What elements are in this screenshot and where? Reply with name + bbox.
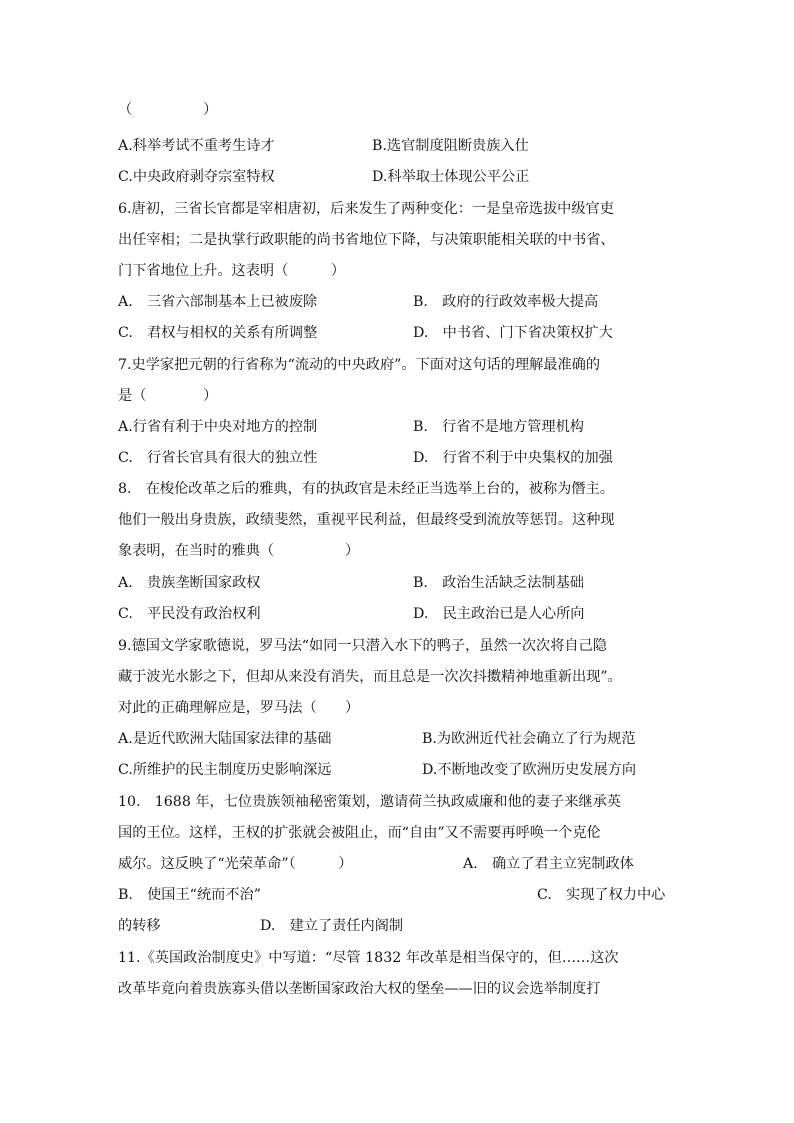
q10-option-d: D. 建立了责任内阁制 (260, 918, 404, 934)
q7-option-d: D. 行省不利于中央集权的加强 (413, 450, 613, 466)
q6-option-c: C. 君权与相权的关系有所调整 (118, 325, 318, 341)
q9-option-c: C.所维护的民主制度历史影响深远 (118, 762, 332, 778)
q8-stem-line2: 他们一般出身贵族，政绩斐然，重视平民利益，但最终受到流放等惩罚。这种现 (118, 512, 615, 528)
q8-option-b: B. 政治生活缺乏法制基础 (413, 575, 584, 591)
q10-option-c: C. 实现了权力中心 (537, 887, 666, 903)
q11-stem-line1: 11.《英国政治制度史》中写道：“尽管 1832 年改革是相当保守的，但……这次 (118, 950, 619, 966)
q6-option-d: D. 中书省、门下省决策权扩大 (413, 325, 613, 341)
answer-bracket: （ ） (118, 102, 218, 118)
q7-stem-line2: 是（ ） (118, 388, 218, 404)
q10-option-b: B. 使国王“统而不治” (118, 887, 261, 903)
q9-option-d: D.不断地改变了欧洲历史发展方向 (422, 762, 637, 778)
q11-stem-line2: 改革毕竟向着贵族寡头借以垄断国家政治大权的堡垒——旧的议会选举制度打 (118, 981, 601, 997)
q9-option-b: B.为欧洲近代社会确立了行为规范 (422, 731, 636, 747)
q8-stem-line1: 8. 在梭伦改革之后的雅典，有的执政官是未经正当选举上台的，被称为僭主。 (118, 481, 614, 497)
q10-stem-line1: 10. 1688 年，七位贵族领袖秘密策划，邀请荷兰执政威廉和他的妻子来继承英 (118, 794, 621, 810)
q7-stem-line1: 7.史学家把元朝的行省称为“流动的中央政府”。下面对这句话的理解最准确的 (118, 357, 601, 373)
q6-stem-line2: 出任宰相；二是执掌行政职能的尚书省地位下降，与决策职能相关联的中书省、 (118, 232, 615, 248)
q10-option-a: A. 确立了君主立宪制政体 (463, 856, 634, 872)
q7-option-a: A.行省有利于中央对地方的控制 (118, 419, 318, 435)
q7-option-c: C. 行省长官具有很大的独立性 (118, 450, 318, 466)
q9-stem-line1: 9.德国文学家歌德说，罗马法“如同一只潜入水下的鸭子，虽然一次次将自己隐 (118, 638, 607, 654)
q5-option-a: A.科举考试不重考生诗才 (118, 138, 275, 154)
q6-option-b: B. 政府的行政效率极大提高 (413, 294, 599, 310)
q9-option-a: A.是近代欧洲大陆国家法律的基础 (118, 731, 332, 747)
q5-option-d: D.科举取士体现公平公正 (372, 169, 530, 185)
q10-option-c-continued: 的转移 (118, 918, 161, 934)
q8-option-d: D. 民主政治已是人心所向 (413, 606, 585, 622)
q7-option-b: B. 行省不是地方管理机构 (413, 419, 584, 435)
q6-stem-line1: 6.唐初，三省长官都是宰相唐初，后来发生了两种变化：一是皇帝选拔中级官吏 (118, 201, 614, 217)
q6-stem-line3: 门下省地位上升。这表明（ ） (118, 263, 346, 279)
q9-stem-line3: 对此的正确理解应是，罗马法（ ） (118, 700, 360, 716)
q5-option-b: B.选官制度阻断贵族入仕 (372, 138, 529, 154)
q6-option-a: A. 三省六部制基本上已被废除 (118, 294, 318, 310)
q8-option-c: C. 平民没有政治权利 (118, 606, 261, 622)
q10-stem-line2: 国的王位。这样，王权的扩张就会被阻止，而“自由”又不需要再呼唤一个克伦 (118, 825, 601, 841)
q8-stem-line3: 象表明，在当时的雅典（ ） (118, 543, 360, 559)
q9-stem-line2: 藏于波光水影之下，但却从来没有消失，而且总是一次次抖擞精神地重新出现”。 (118, 669, 622, 685)
q5-option-c: C.中央政府剥夺宗室特权 (118, 169, 275, 185)
q8-option-a: A. 贵族垄断国家政权 (118, 575, 261, 591)
q10-stem-line3: 威尔。这反映了“光荣革命”（ ） (118, 856, 353, 872)
